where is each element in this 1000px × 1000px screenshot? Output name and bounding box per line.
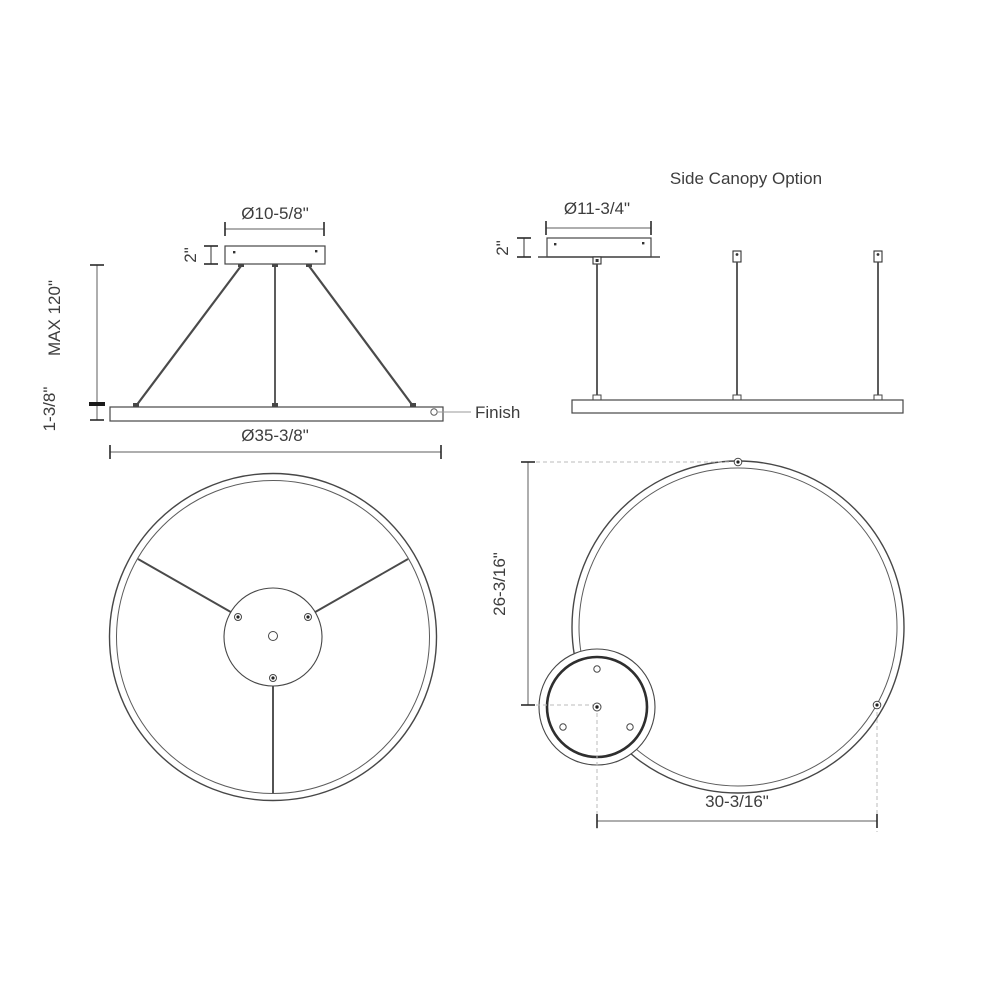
ring-attachment-screw-dot	[875, 703, 878, 706]
plan-view-side-canopy	[490, 458, 904, 832]
front-view-side-canopy	[493, 169, 903, 413]
canopy-hole	[594, 666, 600, 672]
ring-profile	[110, 407, 443, 421]
ceiling-gripper	[874, 251, 882, 262]
vertical-offset-dimension: 26-3/16"	[490, 552, 509, 616]
canopy-body	[225, 246, 325, 264]
canopy-screw	[554, 243, 556, 245]
wire-mount-screw	[271, 676, 274, 679]
gripper-screw	[736, 253, 739, 256]
canopy-plan	[224, 588, 322, 686]
rod-fitting	[593, 395, 601, 400]
canopy-hole	[627, 724, 633, 730]
ring-height-dimension: 1-3/8"	[40, 386, 59, 432]
canopy-screw	[642, 242, 644, 244]
ring-profile	[572, 400, 903, 413]
canopy-hole	[560, 724, 566, 730]
suspension-wire	[310, 559, 408, 615]
rod-fitting	[133, 403, 139, 407]
gripper-screw	[877, 253, 880, 256]
side-canopy-body	[547, 238, 651, 257]
ceiling-gripper	[733, 251, 741, 262]
side-canopy-title: Side Canopy Option	[669, 169, 823, 188]
horizontal-offset-dimension: 30-3/16"	[705, 792, 769, 811]
suspension-rod	[136, 266, 241, 406]
ring-diameter-dimension: Ø35-3/8"	[241, 426, 309, 445]
rod-fitting	[272, 403, 278, 407]
connector-detail	[596, 259, 599, 262]
plan-view-standard	[110, 474, 437, 801]
wire-mount-screw	[306, 615, 309, 618]
ring-attachment-screw-dot	[736, 460, 739, 463]
canopy-diameter-dimension: Ø10-5/8"	[241, 204, 309, 223]
canopy-screw	[315, 250, 317, 252]
finish-label: Finish	[475, 403, 521, 422]
side-canopy-height-dimension: 2"	[493, 240, 512, 256]
front-view-standard	[40, 204, 520, 459]
suspension-wire	[138, 559, 236, 615]
rod-fitting	[733, 395, 741, 400]
max-suspension-dimension: MAX 120"	[45, 280, 64, 356]
canopy-screw	[233, 251, 235, 253]
finish-indicator	[431, 409, 437, 415]
dimension-tick-bold	[89, 402, 105, 406]
rod-fitting	[410, 403, 416, 407]
side-canopy-diameter-dimension: Ø11-3/4"	[563, 199, 631, 218]
suspension-rod	[309, 266, 413, 406]
canopy-height-dimension: 2"	[181, 247, 200, 263]
rod-fitting	[874, 395, 882, 400]
wire-mount-screw	[236, 615, 239, 618]
extension-lines	[536, 462, 877, 832]
canopy-center-screw-dot	[595, 705, 598, 708]
